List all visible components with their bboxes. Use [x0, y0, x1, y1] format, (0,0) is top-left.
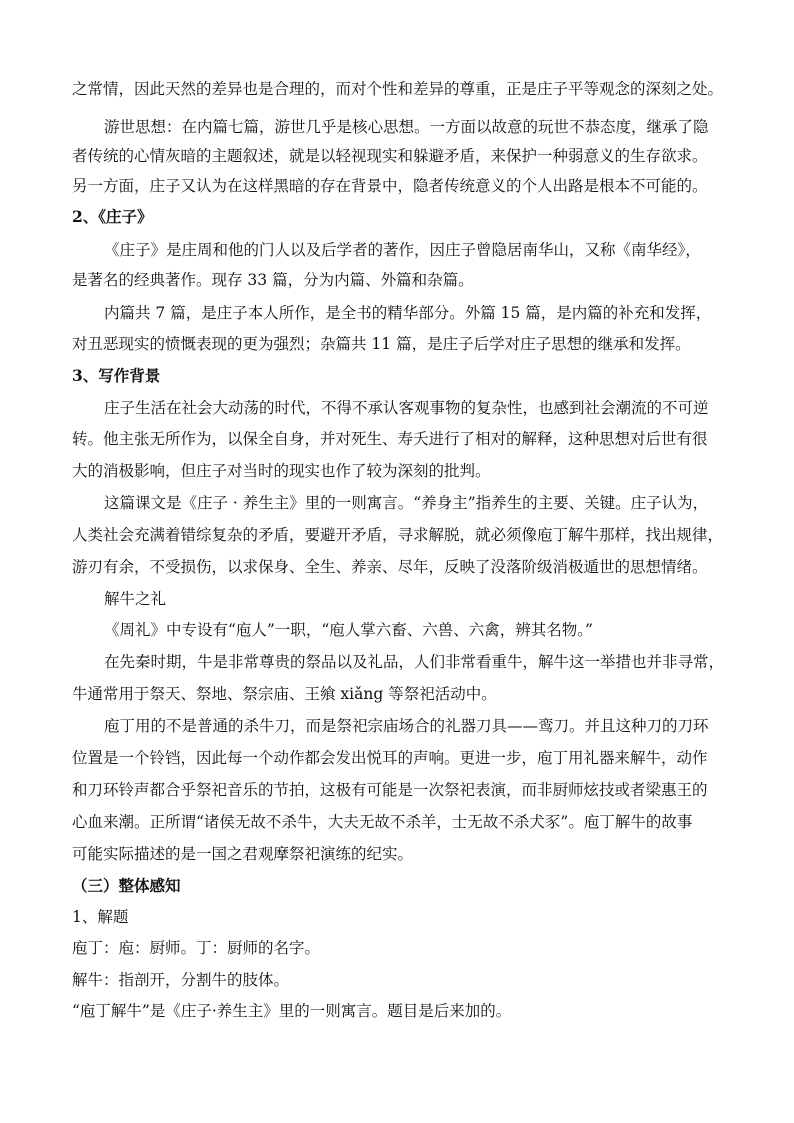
paragraph-line: 位置是一个铃铛，因此每一个动作都会发出悦耳的声响。更进一步，庖丁用礼器来解牛，动作: [72, 749, 708, 767]
paragraph-line: 大的消极影响，但庄子对当时的现实也作了较为深刻的批判。: [72, 462, 491, 480]
paragraph-line: 对丑恶现实的愤慨表现的更为强烈；杂篇共 11 篇，是庄子后学对庄子思想的继承和发挥。: [72, 335, 691, 353]
paragraph-line: 内篇共 7 篇，是庄子本人所作，是全书的精华部分。外篇 15 篇，是内篇的补充和发挥，: [104, 304, 712, 322]
paragraph-line: 庖丁用的不是普通的杀牛刀，而是祭祀宗庙场合的礼器刀具——鸾刀。并且这种刀的刀环: [104, 717, 709, 735]
paragraph-line: 《庄子》是庄周和他的门人以及后学者的著作，因庄子曾隐居南华山，又称《南华经》，: [104, 241, 701, 259]
subheading: 解牛之礼: [104, 590, 167, 608]
subheading: 1、解题: [72, 908, 129, 926]
paragraph-line: 《周礼》中专设有“庖人”一职，“庖人掌六畜、六兽、六禽，辨其名物。”: [104, 621, 593, 639]
paragraph-line: 转。他主张无所作为，以保全自身，并对死生、寿夭进行了相对的解释，这种思想对后世有很: [72, 430, 708, 448]
paragraph-line: 游世思想：在内篇七篇，游世几乎是核心思想。一方面以故意的玩世不恭态度，继承了隐: [104, 118, 709, 136]
paragraph-line: 游刃有余，不受损伤，以求保身、全生、养亲、尽年，反映了没落阶级消极遁世的思想情绪。: [72, 558, 708, 576]
section-heading: （三）整体感知: [72, 876, 181, 895]
paragraph-line: 庄子生活在社会大动荡的时代，不得不承认客观事物的复杂性，也感到社会潮流的不可逆: [104, 399, 709, 417]
paragraph-line: 在先秦时期，牛是非常尊贵的祭品以及礼品，人们非常看重牛，解牛这一举措也并非寻常，: [104, 653, 725, 671]
paragraph-line: 之常情，因此天然的差异也是合理的，而对个性和差异的尊重，正是庄子平等观念的深刻之处。: [72, 80, 724, 98]
paragraph-line: 人类社会充满着错综复杂的矛盾，要避开矛盾，寻求解脱，就必须像庖丁解牛那样，找出规律，: [72, 526, 724, 544]
paragraph-line: 这篇课文是《庄子 · 养生主》里的一则寓言。“养身主”指养生的主要、关键。庄子认为，: [104, 494, 709, 512]
paragraph-line: 是著名的经典著作。现存 33 篇，分为内篇、外篇和杂篇。: [72, 271, 474, 289]
section-heading: 3、写作背景: [72, 366, 161, 385]
paragraph-line: 庖丁：庖：厨师。丁：厨师的名字。: [72, 939, 321, 957]
paragraph-line: 和刀环铃声都合乎祭祀音乐的节拍，这极有可能是一次祭祀表演，而非厨师炫技或者梁惠王的: [72, 781, 708, 799]
section-heading: 2、《庄子》: [72, 207, 153, 226]
paragraph-line: 牛通常用于祭天、祭地、祭宗庙、王飨 xiǎng 等祭祀活动中。: [72, 685, 497, 703]
paragraph-line: 另一方面，庄子又认为在这样黑暗的存在背景中，隐者传统意义的个人出路是根本不可能的。: [72, 177, 708, 195]
paragraph-line: “庖丁解牛”是《庄子·养生主》里的一则寓言。题目是后来加的。: [72, 1002, 512, 1020]
paragraph-line: 心血来潮。正所谓“诸侯无故不杀牛，大夫无故不杀羊，士无故不杀犬豕”。庖丁解牛的故事: [72, 813, 693, 831]
paragraph-line: 解牛：指剖开，分割牛的肢体。: [72, 971, 290, 989]
paragraph-line: 可能实际描述的是一国之君观摩祭祀演练的纪实。: [72, 845, 414, 863]
paragraph-line: 者传统的心情灰暗的主题叙述，就是以轻视现实和躲避矛盾，来保护一种弱意义的生存欲求。: [72, 147, 708, 165]
